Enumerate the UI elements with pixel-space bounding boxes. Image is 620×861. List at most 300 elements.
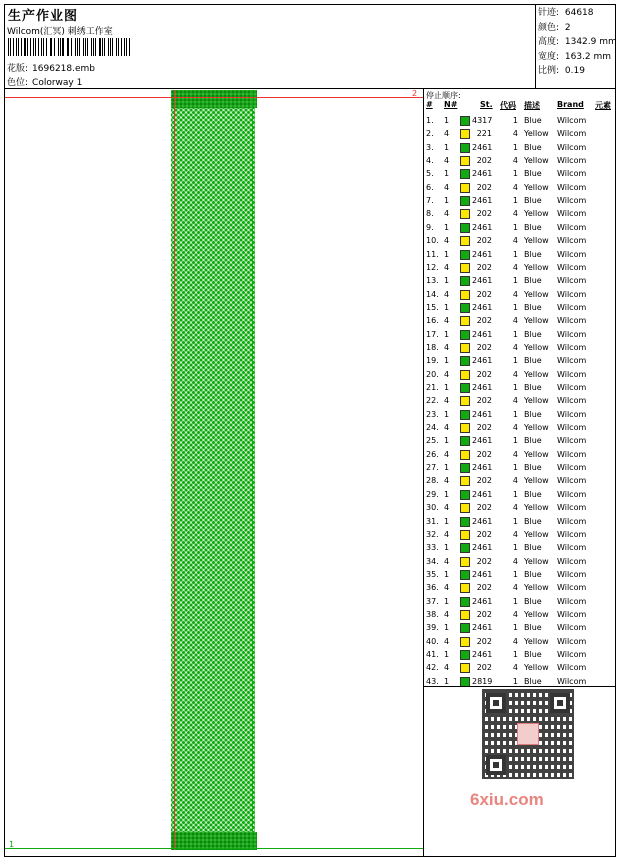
qr-code	[482, 689, 574, 779]
table-row	[424, 529, 616, 542]
cell-brand: Wilcom	[557, 249, 587, 259]
cell-code: 4	[512, 316, 518, 326]
cell-desc: Yellow	[524, 262, 549, 272]
cell-n: 34.	[426, 556, 439, 566]
cell-nn: 1	[444, 276, 450, 286]
cell-n: 15.	[426, 302, 439, 312]
table-row	[424, 609, 616, 622]
cell-st: 202	[476, 636, 492, 646]
table-row	[424, 208, 616, 221]
cell-nn: 4	[444, 209, 450, 219]
qr-finder-bottom-left	[486, 755, 506, 775]
cell-desc: Yellow	[524, 209, 549, 219]
cell-code: 1	[512, 383, 518, 392]
cell-nn: 4	[444, 476, 450, 486]
cell-st: 2461	[472, 489, 493, 499]
cell-st: 202	[476, 369, 492, 379]
col-stitches: St.	[480, 100, 493, 109]
cell-st: 202	[476, 316, 492, 326]
table-row	[424, 502, 616, 515]
cell-st: 2461	[472, 169, 493, 179]
cell-st: 202	[476, 289, 492, 299]
cell-desc: Blue	[524, 169, 542, 179]
color-swatch	[460, 143, 470, 153]
table-row	[424, 636, 616, 649]
cell-brand: Wilcom	[557, 209, 587, 219]
cell-nn: 1	[444, 676, 450, 686]
cell-nn: 1	[444, 409, 450, 419]
table-row	[424, 168, 616, 181]
table-row	[424, 142, 616, 155]
cell-st: 2461	[472, 276, 493, 286]
color-swatch	[460, 316, 470, 326]
cell-desc: Blue	[524, 489, 542, 499]
cell-nn: 1	[444, 329, 450, 339]
colorway-label: 色位:	[7, 78, 29, 88]
page-title: 生产作业图	[8, 9, 79, 24]
cell-code: 1	[512, 302, 518, 312]
pattern-row	[7, 61, 95, 74]
cell-brand: Wilcom	[557, 156, 587, 166]
cell-n: 17.	[426, 329, 439, 339]
cell-code: 4	[512, 449, 518, 459]
cell-nn: 4	[444, 182, 450, 192]
cell-n: 10.	[426, 236, 439, 246]
cell-code: 4	[512, 583, 518, 593]
company-name: Wilcom(汇冥) 刺绣工作室	[7, 27, 113, 37]
cell-nn: 4	[444, 449, 450, 459]
cell-nn: 4	[444, 129, 450, 139]
cell-st: 202	[476, 396, 492, 406]
cell-code: 4	[512, 663, 518, 673]
cell-desc: Blue	[524, 276, 542, 286]
cell-nn: 4	[444, 342, 450, 352]
cell-brand: Wilcom	[557, 463, 587, 473]
table-row	[424, 222, 616, 235]
color-swatch	[460, 156, 470, 166]
cell-st: 202	[476, 182, 492, 192]
cell-code: 1	[512, 489, 518, 499]
cell-n: 26.	[426, 449, 439, 459]
cell-code: 1	[512, 196, 518, 206]
cell-brand: Wilcom	[557, 423, 587, 433]
cell-code: 1	[512, 409, 518, 419]
cell-nn: 1	[444, 196, 450, 206]
cell-n: 27.	[426, 463, 439, 473]
cell-st: 2461	[472, 623, 493, 633]
cell-st: 2461	[472, 329, 493, 339]
cell-brand: Wilcom	[557, 516, 587, 526]
cell-st: 2461	[472, 463, 493, 473]
cell-desc: Yellow	[524, 129, 549, 139]
cell-brand: Wilcom	[557, 289, 587, 299]
cell-nn: 4	[444, 369, 450, 379]
cell-n: 20.	[426, 369, 439, 379]
cell-nn: 1	[444, 569, 450, 579]
cell-code: 4	[512, 636, 518, 646]
cell-brand: Wilcom	[557, 609, 587, 619]
cell-n: 21.	[426, 383, 439, 392]
barcode	[8, 38, 132, 56]
cell-code: 1	[512, 596, 518, 606]
cell-brand: Wilcom	[557, 476, 587, 486]
red-guide-left	[174, 90, 175, 850]
cell-code: 4	[512, 476, 518, 486]
cell-nn: 1	[444, 356, 450, 366]
stat-width: 宽度: 163.2 mm	[538, 51, 612, 62]
cell-desc: Blue	[524, 463, 542, 473]
cell-st: 202	[476, 529, 492, 539]
stat-height: 高度: 1342.9 mm	[538, 37, 617, 47]
cell-desc: Yellow	[524, 182, 549, 192]
cell-n: 11.	[426, 249, 439, 259]
cell-brand: Wilcom	[557, 329, 587, 339]
cell-n: 7.	[426, 196, 434, 206]
cell-st: 202	[476, 476, 492, 486]
color-swatch	[460, 276, 470, 286]
color-swatch	[460, 543, 470, 553]
cell-st: 202	[476, 556, 492, 566]
color-swatch	[460, 343, 470, 353]
cell-code: 1	[512, 356, 518, 366]
cell-desc: Yellow	[524, 396, 549, 406]
table-row	[424, 462, 616, 475]
cell-code: 4	[512, 609, 518, 619]
cell-desc: Blue	[524, 569, 542, 579]
cell-code: 4	[512, 262, 518, 272]
cell-code: 1	[512, 623, 518, 633]
cell-desc: Yellow	[524, 529, 549, 539]
table-row	[424, 382, 616, 395]
cell-brand: Wilcom	[557, 556, 587, 566]
cell-code: 1	[512, 676, 518, 686]
cell-nn: 1	[444, 302, 450, 312]
color-swatch	[460, 410, 470, 420]
cell-n: 12.	[426, 262, 439, 272]
cell-st: 2461	[472, 436, 493, 446]
cell-code: 1	[512, 329, 518, 339]
color-swatch	[460, 116, 470, 126]
table-row	[424, 622, 616, 635]
stop-sequence-header	[424, 100, 616, 112]
color-swatch	[460, 236, 470, 246]
cell-desc: Yellow	[524, 236, 549, 246]
table-row	[424, 195, 616, 208]
table-row	[424, 262, 616, 275]
color-swatch	[460, 356, 470, 366]
table-row	[424, 355, 616, 368]
table-row	[424, 649, 616, 662]
cell-nn: 1	[444, 516, 450, 526]
cell-code: 4	[512, 342, 518, 352]
cell-brand: Wilcom	[557, 409, 587, 419]
cell-desc: Blue	[524, 302, 542, 312]
cell-n: 2.	[426, 129, 434, 139]
cell-n: 29.	[426, 489, 439, 499]
cell-st: 2461	[472, 142, 493, 152]
cell-code: 1	[512, 650, 518, 659]
color-swatch	[460, 209, 470, 219]
cell-n: 32.	[426, 529, 439, 539]
red-guide-top	[5, 97, 423, 98]
cell-brand: Wilcom	[557, 369, 587, 379]
cell-nn: 1	[444, 623, 450, 633]
cell-desc: Yellow	[524, 316, 549, 326]
color-swatch	[460, 623, 470, 633]
color-swatch	[460, 396, 470, 406]
color-swatch	[460, 436, 470, 446]
mesh-top-border	[171, 90, 257, 108]
cell-st: 2461	[472, 516, 493, 526]
cell-st: 2461	[472, 222, 493, 232]
cell-n: 3.	[426, 142, 434, 152]
cell-desc: Yellow	[524, 556, 549, 566]
table-row	[424, 489, 616, 502]
cell-desc: Blue	[524, 383, 542, 392]
colorway-value: Colorway 1	[32, 78, 83, 88]
table-row	[424, 155, 616, 168]
table-row	[424, 422, 616, 435]
top-stop-marker: 2	[412, 89, 418, 98]
cell-code: 4	[512, 236, 518, 246]
color-swatch	[460, 637, 470, 647]
cell-st: 202	[476, 503, 492, 513]
cell-n: 22.	[426, 396, 439, 406]
cell-code: 4	[512, 529, 518, 539]
cell-brand: Wilcom	[557, 583, 587, 593]
table-row	[424, 449, 616, 462]
cell-nn: 4	[444, 156, 450, 166]
cell-st: 202	[476, 262, 492, 272]
color-swatch	[460, 490, 470, 500]
cell-desc: Blue	[524, 596, 542, 606]
cell-nn: 1	[444, 383, 450, 392]
table-row	[424, 676, 616, 686]
cell-nn: 4	[444, 396, 450, 406]
cell-code: 4	[512, 396, 518, 406]
table-row	[424, 235, 616, 248]
table-row	[424, 516, 616, 529]
cell-st: 2461	[472, 650, 493, 659]
cell-st: 2461	[472, 249, 493, 259]
cell-n: 19.	[426, 356, 439, 366]
cell-n: 31.	[426, 516, 439, 526]
cell-st: 2819	[472, 676, 493, 686]
color-swatch	[460, 503, 470, 513]
cell-desc: Blue	[524, 676, 542, 686]
color-swatch	[460, 557, 470, 567]
cell-brand: Wilcom	[557, 356, 587, 366]
color-swatch	[460, 597, 470, 607]
cell-nn: 1	[444, 222, 450, 232]
cell-n: 13.	[426, 276, 439, 286]
cell-n: 8.	[426, 209, 434, 219]
cell-n: 5.	[426, 169, 434, 179]
cell-code: 4	[512, 182, 518, 192]
color-swatch	[460, 423, 470, 433]
cell-code: 1	[512, 569, 518, 579]
cell-st: 2461	[472, 409, 493, 419]
cell-nn: 1	[444, 142, 450, 152]
cell-desc: Yellow	[524, 609, 549, 619]
cell-brand: Wilcom	[557, 569, 587, 579]
cell-nn: 1	[444, 463, 450, 473]
cell-brand: Wilcom	[557, 650, 587, 659]
col-brand: Brand	[557, 100, 584, 109]
cell-st: 2461	[472, 569, 493, 579]
col-index: #	[426, 100, 433, 109]
cell-n: 38.	[426, 609, 439, 619]
color-swatch	[460, 383, 470, 393]
cell-desc: Blue	[524, 116, 542, 125]
stats-divider	[535, 4, 536, 88]
cell-brand: Wilcom	[557, 636, 587, 646]
table-row	[424, 542, 616, 555]
cell-n: 42.	[426, 663, 439, 673]
color-swatch	[460, 169, 470, 179]
table-row	[424, 556, 616, 569]
table-row	[424, 596, 616, 609]
cell-n: 41.	[426, 650, 439, 659]
cell-desc: Blue	[524, 543, 542, 553]
table-row	[424, 302, 616, 315]
cell-nn: 4	[444, 609, 450, 619]
cell-brand: Wilcom	[557, 396, 587, 406]
cell-nn: 4	[444, 583, 450, 593]
cell-desc: Yellow	[524, 663, 549, 673]
colorway-row	[7, 75, 82, 88]
green-guide-bottom	[5, 848, 423, 849]
cell-code: 1	[512, 463, 518, 473]
qr-finder-top-right	[550, 693, 570, 713]
table-row	[424, 329, 616, 342]
cell-brand: Wilcom	[557, 676, 587, 686]
cell-nn: 1	[444, 436, 450, 446]
cell-brand: Wilcom	[557, 142, 587, 152]
table-row	[424, 369, 616, 382]
color-swatch	[460, 450, 470, 460]
color-swatch	[460, 463, 470, 473]
cell-st: 4317	[472, 116, 493, 125]
col-desc: 描述	[524, 101, 540, 110]
qr-logo-icon	[517, 723, 539, 745]
cell-desc: Yellow	[524, 583, 549, 593]
table-row	[424, 582, 616, 595]
color-swatch	[460, 250, 470, 260]
col-needle: N#	[444, 100, 458, 109]
cell-desc: Yellow	[524, 423, 549, 433]
cell-n: 6.	[426, 182, 434, 192]
embroidery-mesh	[171, 90, 255, 850]
cell-nn: 1	[444, 650, 450, 659]
cell-brand: Wilcom	[557, 503, 587, 513]
cell-nn: 4	[444, 529, 450, 539]
cell-st: 2461	[472, 196, 493, 206]
table-row	[424, 662, 616, 675]
cell-code: 1	[512, 436, 518, 446]
cell-brand: Wilcom	[557, 169, 587, 179]
color-swatch	[460, 370, 470, 380]
cell-brand: Wilcom	[557, 342, 587, 352]
table-row	[424, 435, 616, 448]
col-code: 代码	[500, 101, 516, 110]
cell-code: 4	[512, 129, 518, 139]
cell-nn: 1	[444, 596, 450, 606]
cell-brand: Wilcom	[557, 449, 587, 459]
cell-code: 1	[512, 222, 518, 232]
cell-desc: Yellow	[524, 369, 549, 379]
cell-brand: Wilcom	[557, 529, 587, 539]
table-row	[424, 409, 616, 422]
cell-n: 33.	[426, 543, 439, 553]
cell-desc: Yellow	[524, 636, 549, 646]
table-row	[424, 342, 616, 355]
cell-code: 4	[512, 423, 518, 433]
cell-desc: Blue	[524, 409, 542, 419]
cell-brand: Wilcom	[557, 623, 587, 633]
cell-st: 202	[476, 236, 492, 246]
cell-st: 2461	[472, 543, 493, 553]
cell-desc: Blue	[524, 650, 542, 659]
color-swatch	[460, 663, 470, 673]
cell-code: 1	[512, 116, 518, 125]
cell-nn: 4	[444, 503, 450, 513]
cell-code: 4	[512, 556, 518, 566]
table-row	[424, 115, 616, 128]
cell-desc: Blue	[524, 196, 542, 206]
cell-desc: Blue	[524, 356, 542, 366]
cell-st: 202	[476, 609, 492, 619]
color-swatch	[460, 223, 470, 233]
watermark-text: 6xiu.com	[470, 790, 544, 809]
cell-code: 1	[512, 142, 518, 152]
cell-nn: 1	[444, 543, 450, 553]
table-row	[424, 395, 616, 408]
cell-desc: Yellow	[524, 503, 549, 513]
color-swatch	[460, 610, 470, 620]
table-row	[424, 182, 616, 195]
color-swatch	[460, 476, 470, 486]
design-stats	[538, 6, 617, 79]
cell-brand: Wilcom	[557, 302, 587, 312]
cell-code: 1	[512, 169, 518, 179]
cell-st: 202	[476, 423, 492, 433]
cell-n: 25.	[426, 436, 439, 446]
cell-desc: Blue	[524, 222, 542, 232]
stop-sequence-list	[424, 89, 616, 686]
qr-finder-top-left	[486, 693, 506, 713]
cell-nn: 4	[444, 636, 450, 646]
cell-n: 35.	[426, 569, 439, 579]
color-swatch	[460, 570, 470, 580]
cell-st: 202	[476, 342, 492, 352]
cell-desc: Yellow	[524, 156, 549, 166]
cell-desc: Yellow	[524, 476, 549, 486]
cell-brand: Wilcom	[557, 129, 587, 139]
table-row	[424, 569, 616, 582]
cell-st: 202	[476, 209, 492, 219]
cell-brand: Wilcom	[557, 276, 587, 286]
color-swatch	[460, 263, 470, 273]
cell-desc: Blue	[524, 436, 542, 446]
color-swatch	[460, 530, 470, 540]
cell-nn: 4	[444, 289, 450, 299]
cell-brand: Wilcom	[557, 543, 587, 553]
col-element: 元素	[595, 101, 611, 110]
cell-nn: 1	[444, 489, 450, 499]
cell-brand: Wilcom	[557, 383, 587, 392]
cell-n: 16.	[426, 316, 439, 326]
